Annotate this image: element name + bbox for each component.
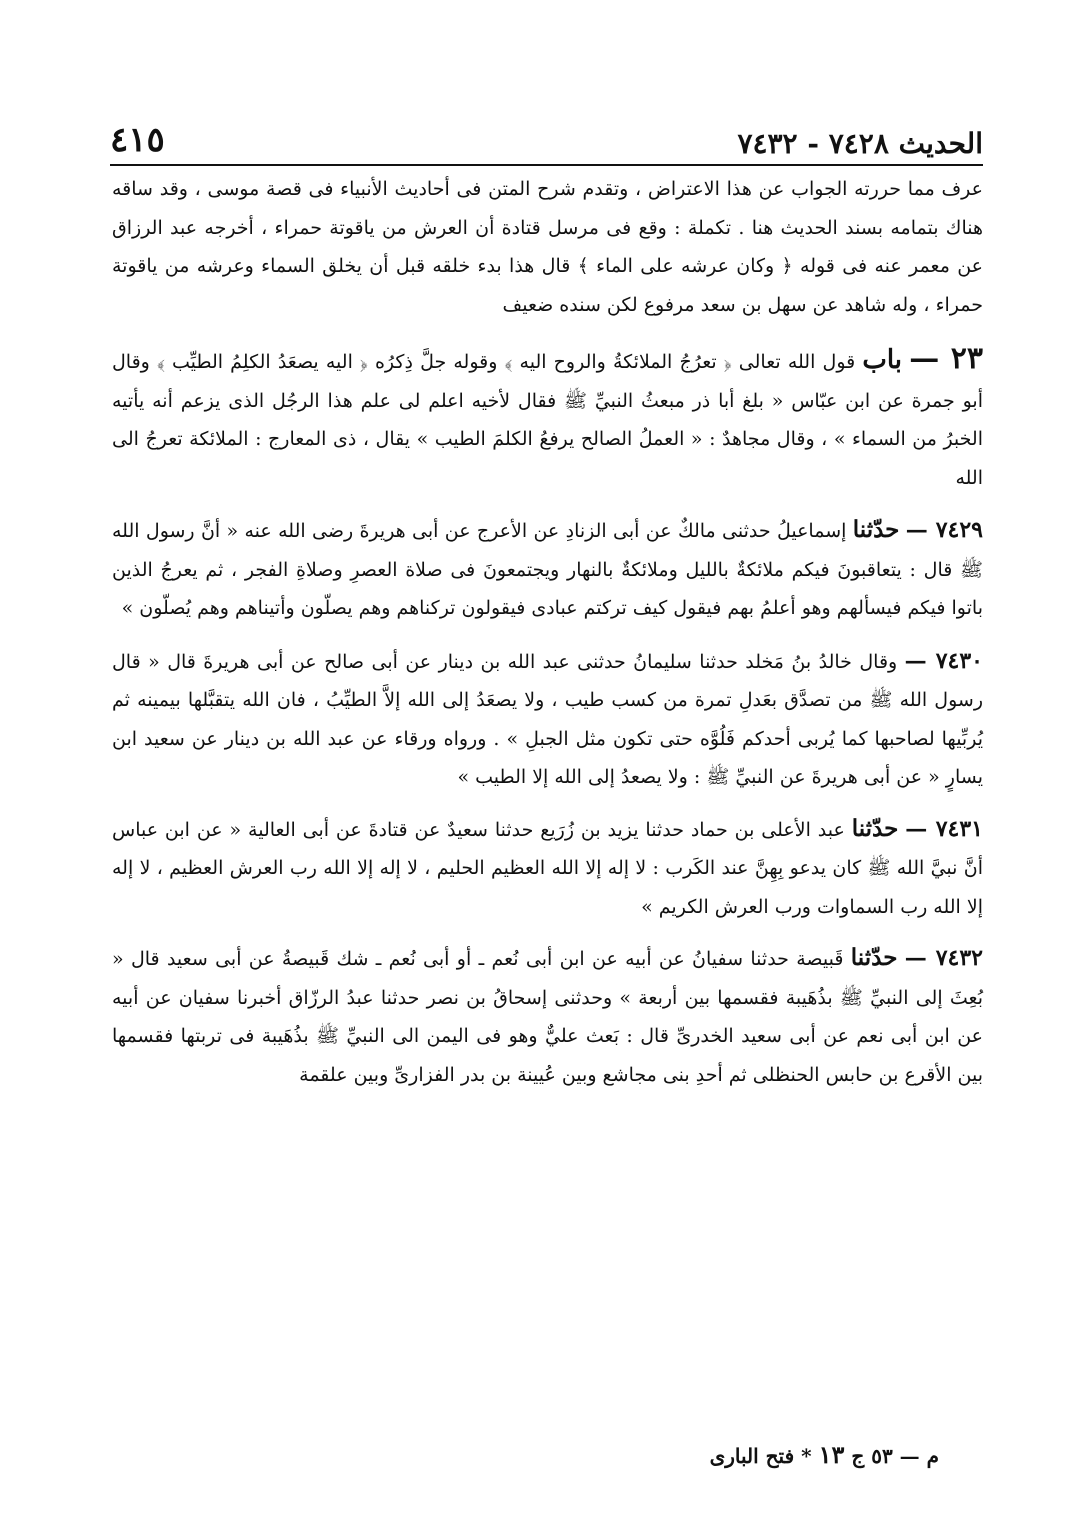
hadith-keyword: حدّثنا xyxy=(850,944,898,971)
hadith-number: ٧٤٢٩ — xyxy=(905,517,983,543)
footer-separator: * xyxy=(801,1444,812,1468)
page-number: ٤١٥ xyxy=(110,120,165,160)
hadith-keyword: حدّثنا xyxy=(851,814,899,842)
hadith-range-heading: الحديث ٧٤٢٨ - ٧٤٣٢ xyxy=(737,127,983,160)
hadith-7429 xyxy=(112,511,983,628)
book-title: فتح البارى xyxy=(709,1444,795,1468)
hadith-7431 xyxy=(112,810,983,927)
volume-prefix: ج xyxy=(851,1444,865,1468)
paragraph-text: عرف مما حررته الجواب عن هذا الاعتراض ، وتقدم شرح المتن فى أحاديث الأنبياء فى قصة موسى ، وقد ساقه هناك بتمامه بسند الحديث هنا . تكملة : وقع فى مرسل قتادة أن العرش من ياقوتة حمراء ، أخرجه عبد الرزاق عن معمر عنه فى قوله ﴿ وكان عرشه على الماء ﴾ قال هذا بدء خلقه قبل أن يخلق السماء وعرشه من ياقوتة حمراء ، وله شاهد عن سهل بن سعد مرفوع لكن سنده ضعيف xyxy=(112,178,983,316)
volume-number: ١٣ xyxy=(818,1440,845,1469)
header-divider xyxy=(110,164,983,166)
hadith-keyword: حدّثنا xyxy=(852,516,900,543)
paragraph-text: قول الله تعالى ﴿ تعرُجُ الملائكةُ والروح اليه ﴾ وقوله جلَّ ذِكرُه ﴿ اليه يصعَدُ الكلِمُ الطيِّب ﴾ وقال أبو جمرة عن ابن عبّاس « بلغ أبا ذر مبعثُ النبيِّ ﷺ فقال لأخيه اعلم لى علم هذا الرجُل الذى يزعم أنه يأتيه الخبرُ من السماء » ، وقال مجاهدٌ : « العملُ الصالح يرفعُ الكلمَ الطيب » يقال ، ذى المعارج : الملائكة تعرجُ الى الله xyxy=(112,351,983,489)
paragraph-text: وقال خالدُ بنُ مَخلد حدثنا سليمانُ حدثنى عبد الله بن دينار عن أبى صالح عن أبى هريرةَ قال « قال رسول الله ﷺ من تصدَّق بعَدلِ تمرة من كسب طيب ، ولا يصعَدُ إلى الله إلاَّ الطيِّبُ ، فان الله يتقبَّلها بيمينه ثم يُربِّيها لصاحبها كما يُربى أحدكم فَلُوَّه حتى تكون مثل الجبلِ » . ورواه ورقاء عن عبد الله بن دينار عن سعيد ابن يسارٍ « عن أبى هريرةَ عن النبيِّ ﷺ : ولا يصعدُ إلى الله إلا الطيب » xyxy=(112,650,983,788)
page-body xyxy=(112,170,983,1107)
page-footer xyxy=(710,1440,939,1469)
paragraph-text: عبد الأعلى بن حماد حدثنا يزيد بن زُرَيع حدثنا سعيدٌ عن قتادةَ عن أبى العالية « عن ابن عباس أنَّ نبيَّ الله ﷺ كان يدعو بِهِنَّ عند الكَرب : لا إله إلا الله العظيم الحليم ، لا إله إلا الله رب العرش العظيم ، لا إله إلا الله رب السماوات ورب العرش الكريم » xyxy=(112,818,983,918)
chapter-paragraph xyxy=(112,340,983,497)
commentary-paragraph xyxy=(112,170,983,324)
hadith-number: ٧٤٣٠ — xyxy=(904,647,983,674)
printer-signature: م — ٥٣ xyxy=(871,1444,939,1468)
chapter-number: ٢٣ — xyxy=(909,341,983,376)
page-header xyxy=(110,112,983,160)
hadith-number: ٧٤٣١ — xyxy=(905,815,983,842)
hadith-number: ٧٤٣٢ — xyxy=(904,945,983,971)
paragraph-text: إسماعيلُ حدثنى مالكٌ عن أبى الزنادِ عن الأعرج عن أبى هريرةَ رضى الله عنه « أنَّ رسول الله ﷺ قال : يتعاقبونَ فيكم ملائكةٌ بالليل وملائكةٌ بالنهار ويجتمعونَ فى صلاة العصرِ وصلاةِ الفجر ، ثم يعرجُ الذين باتوا فيكم فيسألهم وهو أعلمُ بهم فيقول كيف تركتم عبادى فيقولون تركناهم وهم يصلّون وأتيناهم وهم يُصلّون » xyxy=(112,520,983,619)
chapter-keyword: باب xyxy=(862,345,903,375)
hadith-7430 xyxy=(112,642,983,797)
hadith-7432 xyxy=(112,939,983,1094)
paragraph-text: قَبيصة حدثنا سفيانُ عن أبيه عن ابن أبى نُعم ـ أو أبى نُعم ـ شك قَبيصةُ عن أبى سعيد قال « بُعِثَ إلى النبيِّ ﷺ بذُهَيبة فقسمها بين أربعة » وحدثنى إسحاقُ بن نصر حدثنا عبدُ الرزّاق أخبرنا سفيان عن أبيه عن ابن أبى نعم عن أبى سعيد الخدرىِّ قال : بَعث عليٌّ وهو فى اليمن الى النبيِّ ﷺ بذُهَيبة فى تربتها فقسمها بين الأقرع بن حابس الحنظلى ثم أحدِ بنى مجاشع وبين عُيينة بن بدر الفزارىِّ وبين علقمة xyxy=(112,948,983,1086)
